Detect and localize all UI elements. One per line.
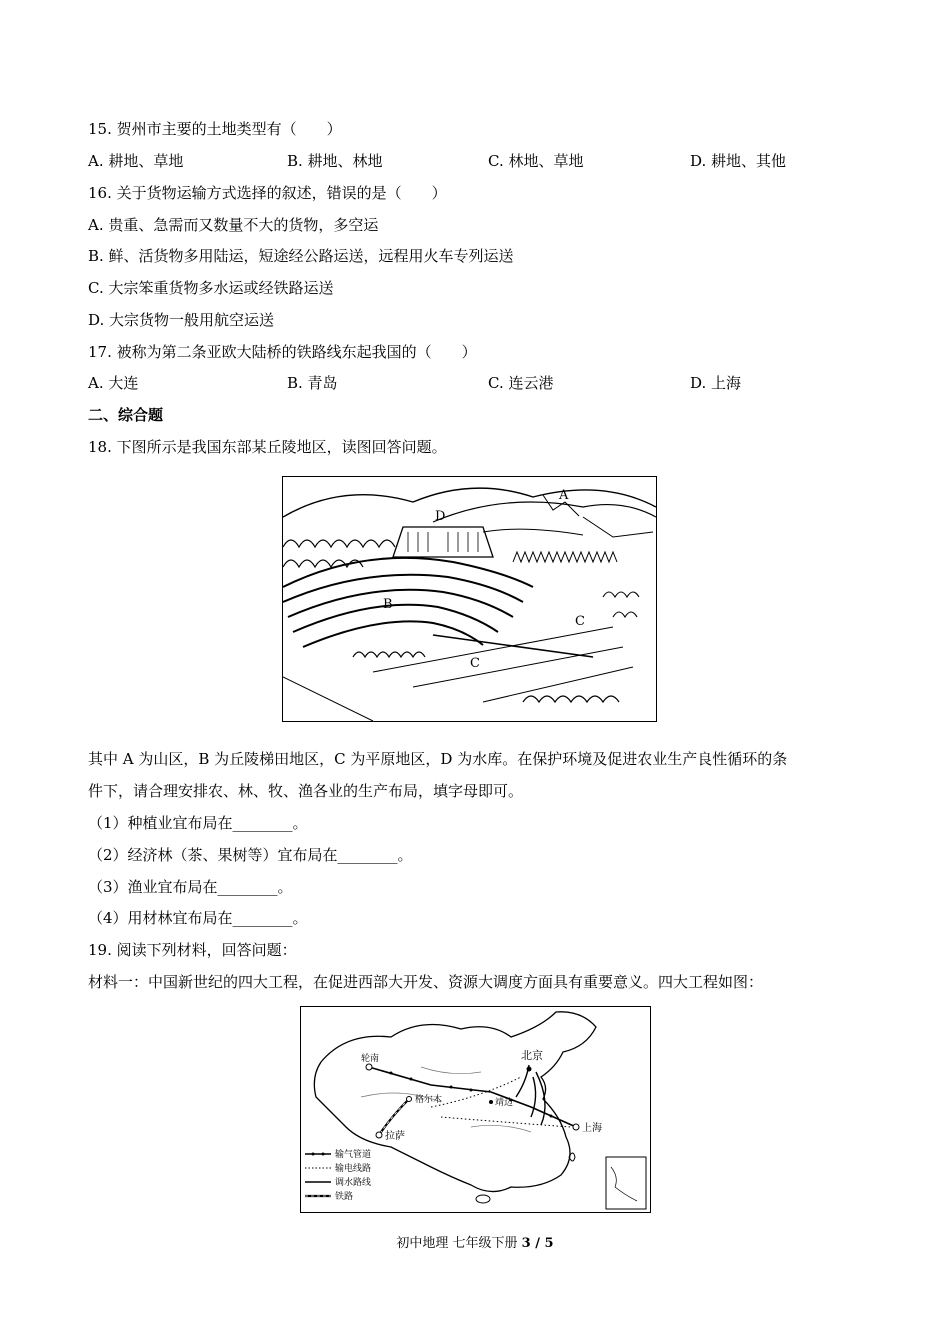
legend-railway: 铁路 xyxy=(335,1192,354,1202)
legend-water-diversion: 调水路线 xyxy=(335,1178,372,1188)
label-b: B xyxy=(383,597,393,612)
section-title: 二、综合题 xyxy=(88,406,164,424)
map-legend xyxy=(305,1148,371,1202)
q16-option-a: A. 贵重、急需而又数量不大的货物，多空运 xyxy=(88,216,379,234)
city-lunnan: 轮南 xyxy=(361,1054,380,1064)
footer-total: 5 xyxy=(544,1236,554,1251)
city-shanghai: 上海 xyxy=(582,1123,602,1134)
q15-option-d: D. 耕地、其他 xyxy=(690,152,787,170)
city-lhasa: 拉萨 xyxy=(385,1131,405,1142)
china-projects-map xyxy=(300,1006,651,1213)
q19-stem: 19. 阅读下列材料，回答问题： xyxy=(88,941,297,959)
footer-sep: / xyxy=(530,1236,545,1251)
q17-option-c: C. 连云港 xyxy=(488,374,554,392)
q15-option-b: B. 耕地、林地 xyxy=(287,152,383,170)
q18-sub-2: （2）经济林（茶、果树等）宜布局在________。 xyxy=(88,846,413,864)
q15-option-a: A. 耕地、草地 xyxy=(88,152,184,170)
china-map xyxy=(301,1007,650,1212)
q17-option-b: B. 青岛 xyxy=(287,374,338,392)
footer-page: 3 xyxy=(521,1236,531,1251)
q18-desc-line1: 其中 A 为山区，B 为丘陵梯田地区，C 为平原地区，D 为水库。在保护环境及促进农业生产良性循环的条 xyxy=(88,750,788,768)
footer-subject: 初中地理 七年级下册 xyxy=(396,1236,522,1251)
page-footer xyxy=(0,1232,950,1251)
label-c-1: C xyxy=(575,614,585,629)
q18-sub-1: （1）种植业宜布局在________。 xyxy=(88,814,308,832)
city-golmud: 格尔木 xyxy=(415,1095,443,1105)
hill-landscape-figure xyxy=(282,476,657,722)
city-jingbian: 靖边 xyxy=(495,1098,514,1108)
q19-material1: 材料一：中国新世纪的四大工程，在促进西部大开发、资源大调度方面具有重要意义。四大工程如图： xyxy=(88,973,764,991)
q18-stem: 18. 下图所示是我国东部某丘陵地区，读图回答问题。 xyxy=(88,438,447,456)
landscape-sketch xyxy=(283,477,656,721)
q18-sub-4: （4）用材林宜布局在________。 xyxy=(88,909,308,927)
label-d: D xyxy=(435,509,446,524)
q16-option-d: D. 大宗货物一般用航空运送 xyxy=(88,311,275,329)
q17-stem: 17. 被称为第二条亚欧大陆桥的铁路线东起我国的（ ） xyxy=(88,343,477,361)
q16-option-b: B. 鲜、活货物多用陆运，短途经公路运送，远程用火车专列运送 xyxy=(88,247,514,265)
q18-desc-line2: 件下，请合理安排农、林、牧、渔各业的生产布局，填字母即可。 xyxy=(88,782,524,800)
q18-sub-3: （3）渔业宜布局在________。 xyxy=(88,878,293,896)
q15-stem: 15. 贺州市主要的土地类型有（ ） xyxy=(88,120,342,138)
city-beijing: 北京 xyxy=(521,1049,543,1062)
q16-stem: 16. 关于货物运输方式选择的叙述，错误的是（ ） xyxy=(88,184,447,202)
q15-option-c: C. 林地、草地 xyxy=(488,152,584,170)
label-c-2: C xyxy=(470,656,480,671)
q17-option-d: D. 上海 xyxy=(690,374,742,392)
q17-option-a: A. 大连 xyxy=(88,374,139,392)
q16-option-c: C. 大宗笨重货物多水运或经铁路运送 xyxy=(88,279,334,297)
legend-power-line: 输电线路 xyxy=(335,1164,372,1174)
legend-gas-pipeline: 输气管道 xyxy=(335,1150,372,1160)
label-a: A xyxy=(559,488,569,503)
